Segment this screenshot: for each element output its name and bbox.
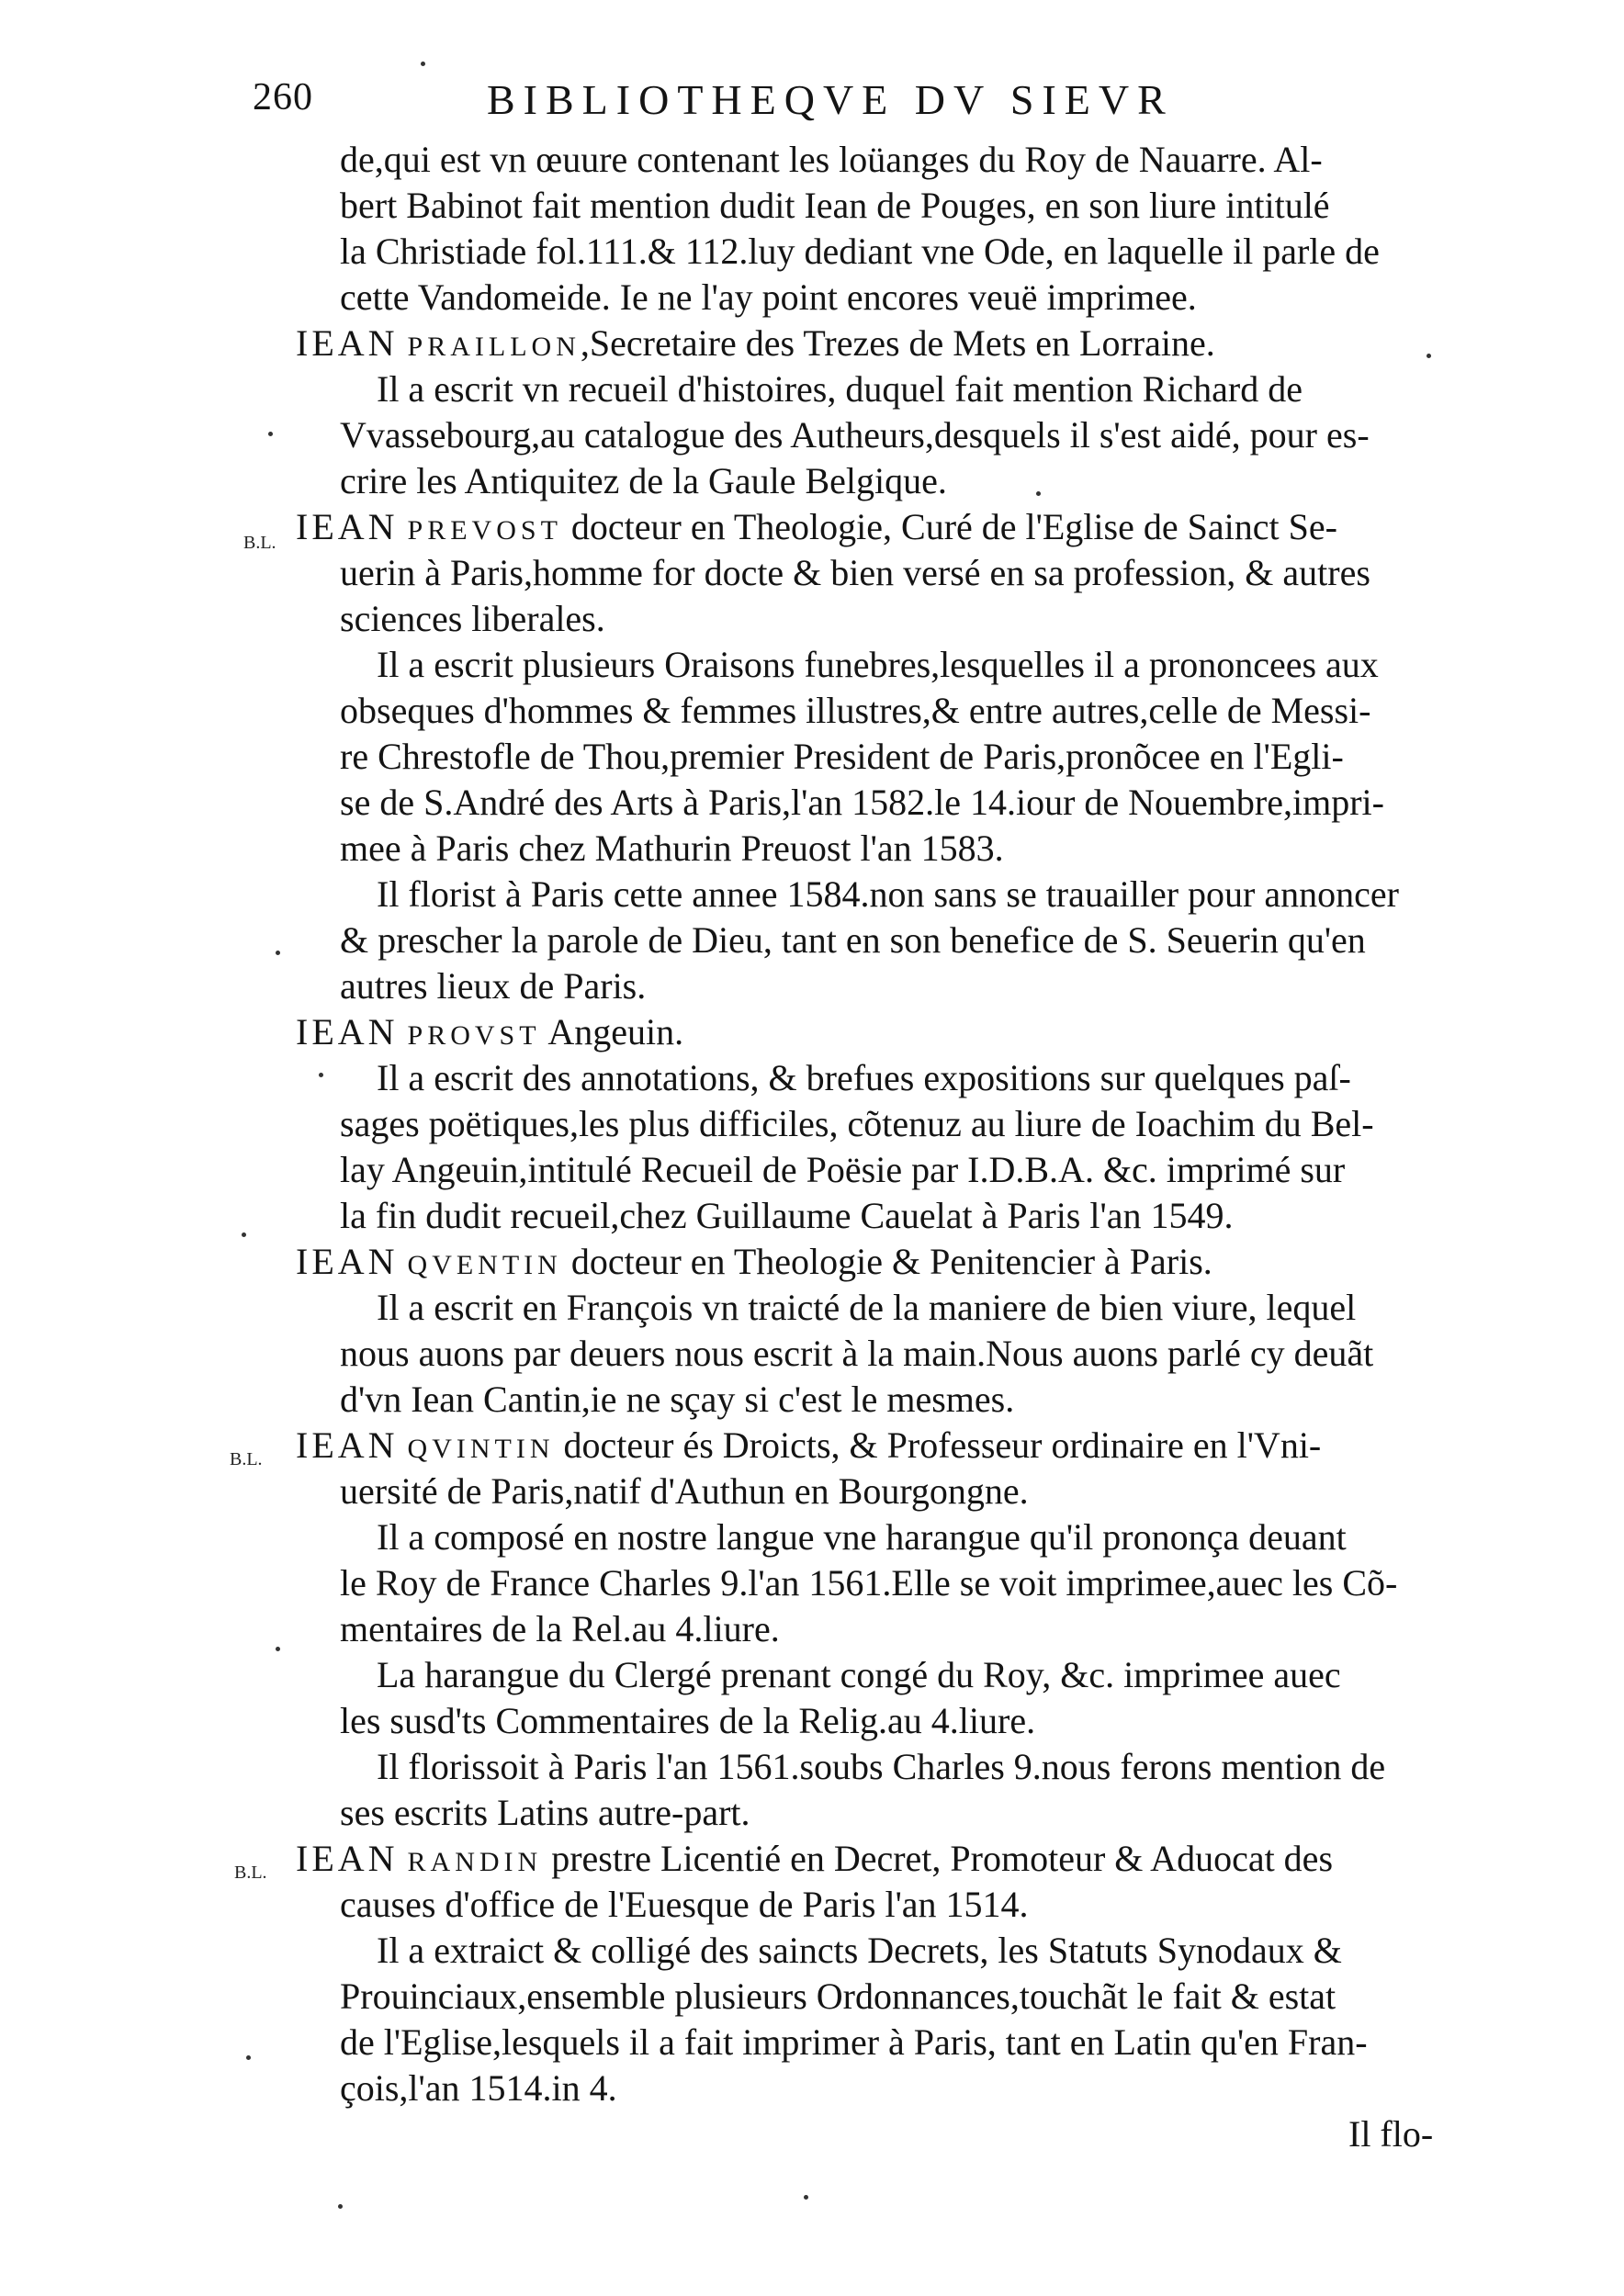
entry-first-name: IEAN (296, 322, 399, 364)
entry-surname: QVENTIN (407, 1250, 562, 1280)
entry-surname: PRAILLON (407, 332, 581, 362)
text-line: autres lieux de Paris. (340, 965, 647, 1007)
text-line: la Christiade fol.111.& 112.luy dediant vne Ode, en laquelle il parle de (340, 231, 1380, 272)
text-line: causes d'office de l'Euesque de Paris l'an 1514. (340, 1884, 1029, 1925)
text-line: ses escrits Latins autre-part. (340, 1792, 750, 1833)
ink-speck (338, 2204, 343, 2209)
text-line: de l'Eglise,lesquels il a fait imprimer à Paris, tant en Latin qu'en Fran- (340, 2021, 1368, 2063)
ink-speck (276, 1647, 280, 1651)
entry-first-name: IEAN (296, 506, 399, 547)
ink-speck (1427, 354, 1431, 358)
text-line: Il florist à Paris cette annee 1584.non sans se trauailler pour annoncer (377, 873, 1399, 915)
ink-speck (804, 2195, 808, 2200)
entry-first-name: IEAN (296, 1838, 399, 1879)
text-line: obseques d'hommes & femmes illustres,& entre autres,celle de Messi- (340, 690, 1371, 731)
text-line: re Chrestofle de Thou,premier President de Paris,pronõcee en l'Egli- (340, 736, 1344, 777)
entry-heading-randin (296, 1837, 1333, 1881)
text-line: la fin dudit recueil,chez Guillaume Cauelat à Paris l'an 1549. (340, 1195, 1234, 1236)
entry-heading-qvintin (296, 1424, 1321, 1468)
text-line: Il a escrit en François vn traicté de la maniere de bien viure, lequel (377, 1287, 1357, 1328)
ink-speck (246, 2055, 251, 2060)
text-line: Vvassebourg,au catalogue des Autheurs,desquels il s'est aidé, pour es- (340, 414, 1370, 456)
text-line: de,qui est vn œuure contenant les loüanges du Roy de Nauarre. Al- (340, 139, 1323, 180)
text-line: sciences liberales. (340, 598, 605, 639)
text-line: cette Vandomeide. Ie ne l'ay point encores veuë imprimee. (340, 276, 1197, 318)
text-line: Il a escrit des annotations, & brefues expositions sur quelques paſ- (377, 1057, 1351, 1098)
ink-speck (242, 1232, 246, 1237)
entry-surname: PREVOST (407, 515, 562, 546)
entry-description: docteur és Droicts, & Professeur ordinaire en l'Vni- (563, 1424, 1322, 1466)
text-line: se de S.André des Arts à Paris,l'an 1582.le 14.iour de Nouembre,impri- (340, 782, 1384, 823)
text-line: mee à Paris chez Mathurin Preuost l'an 1583. (340, 827, 1004, 869)
text-line: le Roy de France Charles 9.l'an 1561.Elle se voit imprimee,auec les Cõ- (340, 1562, 1398, 1604)
ink-speck (276, 951, 280, 955)
text-line: Il a escrit plusieurs Oraisons funebres,lesquelles il a prononcees aux (377, 644, 1379, 685)
page-header (253, 75, 1300, 140)
entry-heading-praillon: IEAN PRAILLON,Secretaire des Trezes de Mets en Lorraine. (296, 322, 1215, 364)
text-line: & prescher la parole de Dieu, tant en son benefice de S. Seuerin qu'en (340, 919, 1366, 961)
entry-description: Secretaire des Trezes de Mets en Lorraine. (589, 322, 1215, 364)
text-line: Il florissoit à Paris l'an 1561.soubs Charles 9.nous ferons mention de (377, 1746, 1386, 1787)
entry-heading-qventin (296, 1240, 1212, 1284)
text-line: les susd'ts Commentaires de la Relig.au 4.liure. (340, 1700, 1036, 1741)
text-line: La harangue du Clergé prenant congé du Roy, &c. imprimee auec (377, 1654, 1341, 1695)
text-line: çois,l'an 1514.in 4. (340, 2067, 617, 2109)
entry-surname: RANDIN (407, 1847, 543, 1877)
entry-first-name: IEAN (296, 1241, 399, 1282)
ink-speck (319, 1073, 323, 1077)
text-line: lay Angeuin,intitulé Recueil de Poësie par I.D.B.A. &c. imprimé sur (340, 1149, 1346, 1190)
margin-note: B.L. (234, 1863, 267, 1883)
page-number: 260 (253, 76, 313, 118)
ink-speck (1036, 491, 1041, 496)
entry-heading-prevost (296, 505, 1337, 549)
entry-first-name: IEAN (296, 1011, 399, 1052)
text-line: Il a extraict & colligé des saincts Decrets, les Statuts Synodaux & (377, 1930, 1342, 1971)
text-line: Prouinciaux,ensemble plusieurs Ordonnances,touchãt le fait & estat (340, 1975, 1336, 2017)
entry-surname: PROVST (407, 1020, 541, 1051)
text-line: Il a composé en nostre langue vne harangue qu'il prononça deuant (377, 1516, 1347, 1558)
entry-description: docteur en Theologie, Curé de l'Eglise de Sainct Se- (570, 506, 1337, 547)
text-line: d'vn Iean Cantin,ie ne sçay si c'est le mesmes. (340, 1379, 1015, 1420)
entry-first-name: IEAN (296, 1424, 399, 1466)
ink-speck (268, 432, 273, 436)
entry-surname: QVINTIN (407, 1434, 555, 1464)
text-line: bert Babinot fait mention dudit Iean de Pouges, en son liure intitulé (340, 185, 1330, 226)
entry-heading-provst (296, 1010, 683, 1054)
entry-description: docteur en Theologie & Penitencier à Paris. (570, 1241, 1212, 1282)
catchword: Il flo- (1348, 2113, 1434, 2155)
text-line: crire les Antiquitez de la Gaule Belgique. (340, 460, 947, 501)
text-line: nous auons par deuers nous escrit à la main.Nous auons parlé cy deuãt (340, 1333, 1374, 1374)
text-line: sages poëtiques,les plus difficiles, cõtenuz au liure de Ioachim du Bel- (340, 1103, 1374, 1144)
text-line: uersité de Paris,natif d'Authun en Bourgongne. (340, 1470, 1029, 1512)
text-line: Il a escrit vn recueil d'histoires, duquel fait mention Richard de (377, 368, 1303, 410)
ink-speck (421, 62, 425, 66)
text-line: mentaires de la Rel.au 4.liure. (340, 1608, 780, 1649)
margin-note: B.L. (230, 1449, 263, 1469)
entry-description: prestre Licentié en Decret, Promoteur & Aduocat des (551, 1838, 1334, 1879)
text-line: uerin à Paris,homme for docte & bien versé en sa profession, & autres (340, 552, 1370, 593)
entry-description: Angeuin. (547, 1011, 684, 1052)
running-title: BIBLIOTHEQVE DV SIEVR (487, 76, 1174, 123)
margin-note: B.L. (243, 533, 276, 553)
